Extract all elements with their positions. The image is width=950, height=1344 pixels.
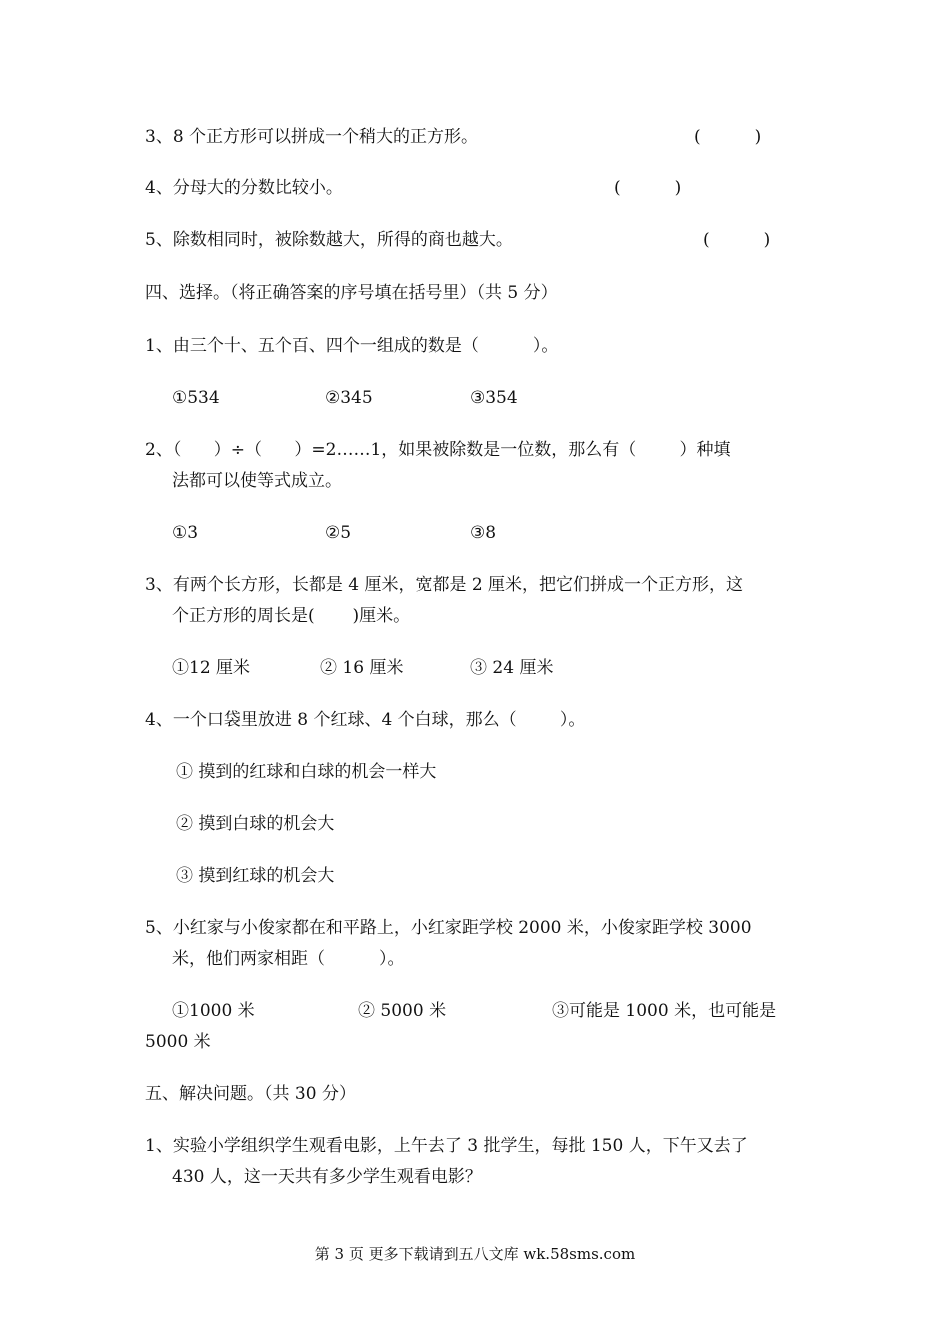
page-footer: 第 3 页 更多下载请到五八文库 wk.58sms.com [314, 1245, 636, 1263]
option-2: ② 16 厘米 [320, 658, 404, 678]
option-1: ①1000 米 [172, 1001, 255, 1021]
choice-question-2-cont: 法都可以使等式成立。 [172, 471, 342, 491]
option-1: ①3 [172, 523, 199, 543]
judge-item-5: 5、除数相同时，被除数越大，所得的商也越大。 [145, 230, 513, 250]
choice-question-4: 4、一个口袋里放进 8 个红球、4 个白球，那么（ ）。 [145, 710, 586, 730]
solve-question-1-cont: 430 人，这一天共有多少学生观看电影？ [172, 1167, 482, 1187]
section-heading-solve: 五、解决问题。（共 30 分） [145, 1084, 356, 1104]
option-1: ①534 [172, 388, 220, 408]
option-2: ② 5000 米 [358, 1001, 447, 1021]
option-3: ③354 [470, 388, 518, 408]
option-3: ③ 摸到红球的机会大 [176, 866, 335, 886]
option-2: ② 摸到白球的机会大 [176, 814, 335, 834]
choice-question-2: 2、（ ）÷（ ）=2……1，如果被除数是一位数，那么有（ ）种填 [145, 440, 731, 460]
option-1: ① 摸到的红球和白球的机会一样大 [176, 762, 437, 782]
answer-blank: ( ) [694, 127, 762, 147]
choice-question-5: 5、小红家与小俊家都在和平路上，小红家距学校 2000 米，小俊家距学校 3000 [145, 918, 752, 938]
option-3: ③可能是 1000 米，也可能是 [552, 1001, 777, 1021]
choice-question-3: 3、有两个长方形，长都是 4 厘米，宽都是 2 厘米，把它们拼成一个正方形，这 [145, 575, 744, 595]
choice-question-3-cont: 个正方形的周长是( )厘米。 [172, 606, 411, 626]
option-3: ③8 [470, 523, 497, 543]
judge-item-4: 4、分母大的分数比较小。 [145, 178, 343, 198]
choice-question-5-cont: 米，他们两家相距（ ）。 [172, 949, 405, 969]
solve-question-1: 1、实验小学组织学生观看电影，上午去了 3 批学生，每批 150 人，下午又去了 [145, 1136, 748, 1156]
judge-item-3: 3、8 个正方形可以拼成一个稍大的正方形。 [145, 127, 479, 147]
option-2: ②345 [325, 388, 373, 408]
section-heading-choice: 四、选择。（将正确答案的序号填在括号里）（共 5 分） [145, 283, 558, 303]
choice-question-1: 1、由三个十、五个百、四个一组成的数是（ ）。 [145, 336, 559, 356]
answer-blank: ( ) [614, 178, 682, 198]
answer-blank: ( ) [703, 230, 771, 250]
option-1: ①12 厘米 [172, 658, 251, 678]
option-3: ③ 24 厘米 [470, 658, 554, 678]
option-2: ②5 [325, 523, 352, 543]
option-3-cont: 5000 米 [145, 1032, 211, 1052]
